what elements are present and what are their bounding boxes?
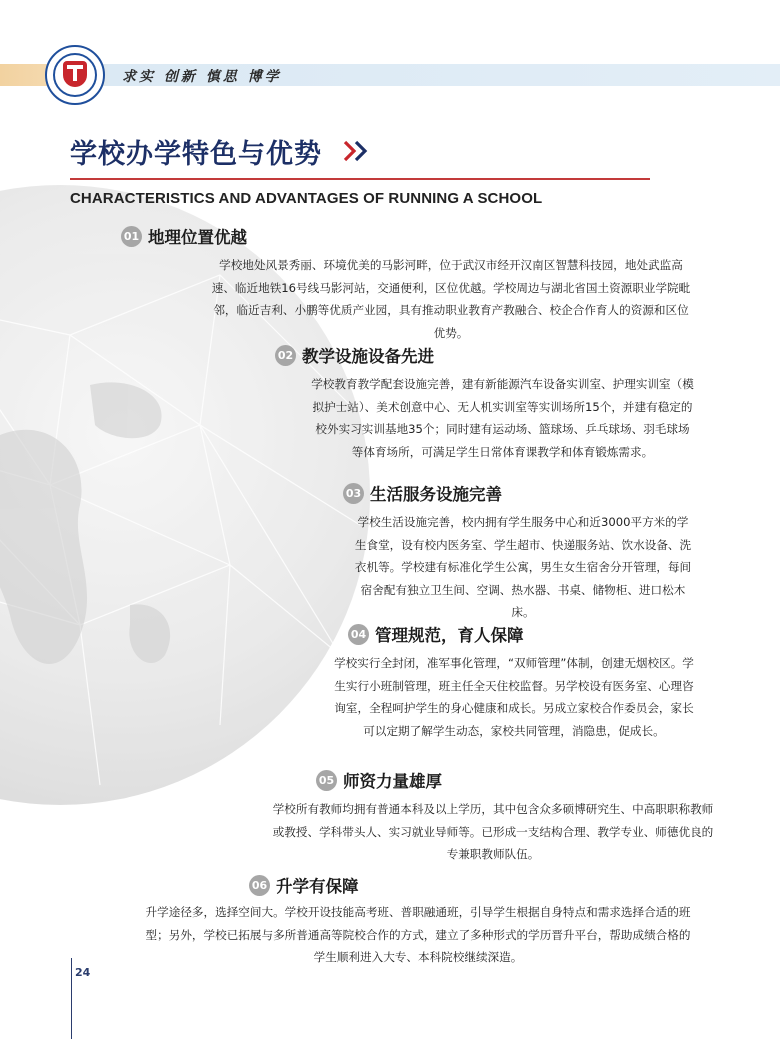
section-body: 学校所有教师均拥有普通本科及以上学历，其中包含众多硕博研究生、中高职职称教师或教授、学科带头人、实习就业导师等。已形成一支结构合理、教学专业、师德优良的专兼职教师队伍。 bbox=[272, 802, 714, 861]
section-heading: 师资力量雄厚 bbox=[343, 772, 442, 791]
double-chevron-icon bbox=[343, 140, 375, 162]
section-location bbox=[121, 224, 693, 344]
section-number-badge: 06 bbox=[249, 875, 270, 896]
footer-rule bbox=[71, 958, 72, 1039]
section-number-badge: 03 bbox=[343, 483, 364, 504]
section-body: 升学途径多，选择空间大。学校开设技能高考班、普职融通班，引导学生根据自身特点和需求选择合适的班型；另外，学校已拓展与多所普通高等院校合作的方式，建立了多种形式的学历晋升平台，帮助成绩合格的学生顺利进入大专、本科院校继续深造。 bbox=[145, 905, 691, 964]
section-facilities bbox=[275, 343, 695, 463]
section-heading: 地理位置优越 bbox=[148, 228, 247, 247]
section-number-badge: 04 bbox=[348, 624, 369, 645]
section-body: 学校教育教学配套设施完善，建有新能源汽车设备实训室、护理实训室（模拟护士站）、美术创意中心、无人机实训室等实训场所15个，并建有稳定的校外实习实训基地35个；同时建有运动场、篮球场、乒乓球场、羽毛球场等体育场所，可满足学生日常体育课教学和体育锻炼需求。 bbox=[311, 377, 694, 459]
page-number: 24 bbox=[75, 966, 91, 979]
section-number-badge: 02 bbox=[275, 345, 296, 366]
section-number-badge: 01 bbox=[121, 226, 142, 247]
header-band bbox=[0, 64, 780, 86]
page-subtitle: CHARACTERISTICS AND ADVANTAGES OF RUNNING A SCHOOL bbox=[70, 190, 543, 207]
section-life-services bbox=[343, 481, 693, 624]
title-divider bbox=[70, 178, 650, 180]
section-heading: 教学设施设备先进 bbox=[302, 347, 434, 366]
section-heading: 管理规范，育人保障 bbox=[375, 626, 524, 645]
section-number-badge: 05 bbox=[316, 770, 337, 791]
section-body: 学校地处风景秀丽、环境优美的马影河畔，位于武汉市经开汉南区智慧科技园，地处武监高速、临近地铁16号线马影河站，交通便利，区位优越。学校周边与湖北省国土资源职业学院毗邻，临近吉利、小鹏等优质产业园，具有推动职业教育产教融合、校企合作育人的资源和区位优势。 bbox=[211, 258, 691, 340]
section-management bbox=[334, 622, 698, 742]
school-emblem bbox=[45, 45, 105, 105]
section-teachers bbox=[272, 768, 716, 866]
section-body: 学校实行全封闭，准军事化管理，“双师管理”体制，创建无烟校区。学生实行小班制管理，班主任全天住校监督。另学校设有医务室、心理咨询室，全程呵护学生的身心健康和成长。另成立家校合作委员会，家长可以定期了解学生动态，家校共同管理，消隐患，促成长。 bbox=[334, 656, 694, 738]
section-heading: 升学有保障 bbox=[276, 877, 359, 896]
page-title: 学校办学特色与优势 bbox=[70, 139, 322, 170]
section-further-study bbox=[145, 873, 699, 969]
section-heading: 生活服务设施完善 bbox=[370, 485, 502, 504]
section-body: 学校生活设施完善，校内拥有学生服务中心和近3000平方米的学生食堂，设有校内医务室、学生超市、快递服务站、饮水设备、洗衣机等。学校建有标准化学生公寓，男生女生宿舍分开管理，每间宿舍配有独立卫生间、空调、热水器、书桌、储物柜、进口松木床。 bbox=[354, 515, 692, 619]
school-motto: 求实 创新 慎思 博学 bbox=[122, 69, 282, 85]
